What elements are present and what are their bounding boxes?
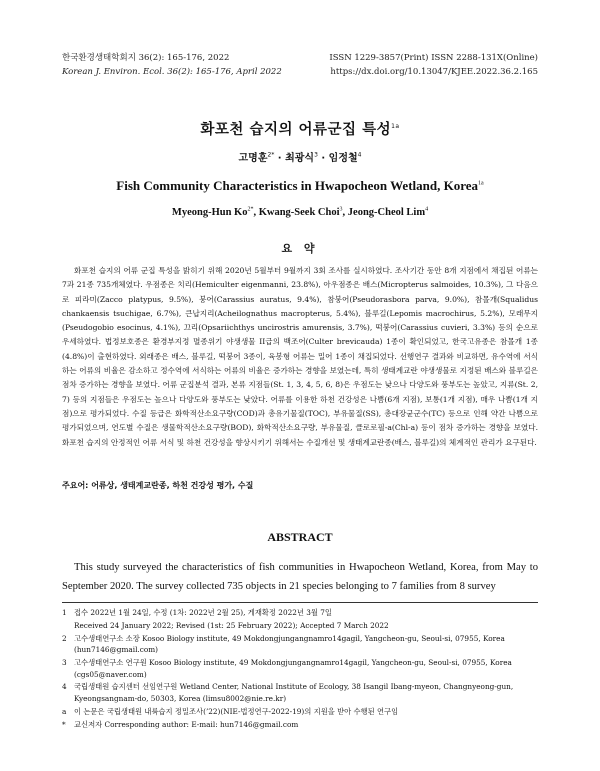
footnote-text: 이 논문은 국립생태원 내륙습지 정밀조사(’22)(NIE-법정연구-2022-19)의 지원을 받아 수행된 연구임 <box>74 706 399 716</box>
author-separator: · <box>317 153 329 164</box>
footnote-text: 접수 2022년 1월 24일, 수정 (1차: 2022년 2월 25), 게재확정 2022년 3월 7일 <box>74 608 332 617</box>
summary-heading: 요 약 <box>281 242 319 255</box>
author-ko-2-sup: 3 <box>314 151 318 159</box>
doi-link[interactable]: https://dx.doi.org/10.13047/KJEE.2022.36.2.165 <box>330 67 538 77</box>
footnote-mark: 2 <box>62 633 67 643</box>
abstract-korean: 화포천 습지의 어류 군집 특성을 밝히기 위해 2020년 5월부터 9월까지 3회 조사를 실시하였다. 조사기간 동안 8개 지점에서 채집된 어류는 7과 21종 735개체였다. 우점종은 치리(Hemiculter eigenmanni, 23.8%), 아우점종은 배스(Micropterus salmoides, 10.3%), 그 다음으로 피라미(Zacco platypus, 9.5%), 붕어(Carassius auratus, 9.4%), 참붕어(Pseudorasbora parva, 9.0%), 참몰개(Squalidus chankaensis tsuchigae, 6.7%), 큰납지리(Acheilognathus macropterus, 5.4%), 블루길(Lepomis macrochirus, 5.2%), 모래무지(Pseudogobio esocinus, 4.1%), 끄리(Opsariichthys uncirostris amurensis, 3.7%), 떡붕어(Carassius cuvieri, 3.3%) 등의 순으로 우세하였다. 법정보호종은 환경부지정 멸종위기 야생생물 II급의 백조어(Culter brevicauda) 1종이 확인되었고, 한국고유종은 참몰개 1종(4.8%)이 출현하였다. 외래종은 배스, 블루길, 떡붕어 3종이, 육봉형 어류는 밀어 1종이 채집되었다. 선행연구 결과와 비교하면, 유수역에 서식하는 어류의 비율은 감소하고 정수역에 서식하는 어류의 비율은 증가하는 경향을 보였는데, 특히 생태계교란 야생생물로 지정된 배스와 블루길은 점차 증가하는 경향을 보였다. 어류 군집분석 결과, 본류 지점들(St. 1, 3, 4, 5, 6, 8)은 우점도는 낮으나 다양도와 풍부도는 높았고, 지류(St. 2, 7) 등의 지점들은 우점도는 높으나 다양도와 풍부도는 낮았다. 어류를 이용한 하천 건강성은 나쁨(6개 지점), 보통(1개 지점), 매우 나쁨(1개 지점)으로 평가되었다. 수질 등급은 화학적산소요구량(COD)과 총유기물질(TOC), 부유물질(SS), 총대장균군수(TC) 등으로 인해 약간 나쁨으로 평가되었으며, 연도별 수질은 생물학적산소요구량(BOD), 화학적산소요구량, 부유물질, 클로로필-a(Chl-a) 등이 점차 증가하는 경향을 보였다. 화포천 습지의 안정적인 어류 서식 및 하천 건강성을 향상시키기 위해서는 수질개선 및 생태계교란종(배스, 블루길)의 체계적인 관리가 요구된다. <box>62 266 538 447</box>
author-en-2-sup: 3 <box>339 206 343 213</box>
footnote-mark: 4 <box>62 682 67 692</box>
author-separator-en: , <box>342 207 348 218</box>
footnotes <box>62 607 538 732</box>
footnote-mark: 1 <box>62 608 67 617</box>
footnote-divider <box>62 602 538 603</box>
abstract-english: This study surveyed the characteristics of fish communities in Hwapocheon Wetland, Korea, from May to September 2020. The survey collected 735 objects in 21 species belonging to 7 families from 8 survey <box>62 562 538 592</box>
title-en-sup: 1a <box>478 180 484 187</box>
authors-korean <box>40 149 560 164</box>
author-ko-3-sup: 4 <box>357 151 362 159</box>
journal-identifiers <box>329 51 538 79</box>
journal-en: Korean J. Environ. Ecol. 36(2): 165-176, April 2022 <box>62 67 282 77</box>
authors-english <box>40 207 560 218</box>
keywords <box>62 480 538 491</box>
journal-citation <box>62 51 282 79</box>
keywords-label: 주요어: <box>62 481 89 490</box>
author-en-3-sup: 4 <box>425 206 429 213</box>
footnote-text: 국립생태원 습지센터 선임연구원 Wetland Center, National Institute of Ecology, 38 Isangil Ibang-myeon, Changnyeong-gun, Kyeongsangnam-do, 50303, Korea (limsu8002@nie.re.kr) <box>74 682 514 703</box>
keywords-list: 어류상, 생태계교란종, 하천 건강성 평가, 수질 <box>91 481 254 490</box>
author-ko-2: 최광식 <box>285 153 315 164</box>
title-ko-sup: 1a <box>391 123 400 131</box>
footnote-mark: a <box>62 706 67 716</box>
footnote-mark: * <box>62 719 66 729</box>
title-english <box>40 178 560 194</box>
author-ko-1: 고명훈 <box>238 153 268 164</box>
author-en-2: Kwang-Seek Choi <box>258 207 340 218</box>
author-separator-en: , <box>253 207 259 218</box>
footnote-mark: 3 <box>62 658 67 668</box>
title-en-text: Fish Community Characteristics in Hwapocheon Wetland, Korea <box>116 178 479 193</box>
issn: ISSN 1229-3857(Print) ISSN 2288-131X(Online) <box>329 53 538 63</box>
journal-ko: 한국환경생태학회지 36(2): 165-176, 2022 <box>62 53 230 63</box>
footnote <box>62 719 538 730</box>
abstract-heading: ABSTRACT <box>267 530 333 544</box>
footnote-mark <box>62 620 74 631</box>
footnote <box>62 633 538 656</box>
footnote <box>62 657 538 680</box>
footnote-text: 고수생태연구소 소장 Kosoo Biology institute, 49 Mokdongjungangnamro14gagil, Yangcheon-gu, Seoul-si, 07955, Korea (hun7146@gmail.com) <box>74 633 505 655</box>
title-korean <box>40 118 560 139</box>
footnote-text: 교신저자 Corresponding author: E-mail: hun7146@gmail.com <box>74 719 299 729</box>
author-ko-3: 임정철 <box>328 153 358 164</box>
footnote <box>62 607 538 618</box>
author-en-3: Jeong-Cheol Lim <box>347 207 426 218</box>
author-en-1-sup: 2* <box>247 206 254 213</box>
author-en-1: Myeong-Hun Ko <box>171 207 248 218</box>
footnote <box>62 681 538 704</box>
footnote-text: Received 24 January 2022; Revised (1st: 25 February 2022); Accepted 7 March 2022 <box>74 620 389 630</box>
author-ko-1-sup: 2* <box>267 151 275 159</box>
footnote-text: 고수생태연구소 연구원 Kosoo Biology institute, 49 Mokdongjungangnamro14gagil, Yangcheon-gu, Seoul-si, 07955, Korea (cgs05@naver.com) <box>74 658 512 679</box>
footnote <box>62 706 538 717</box>
title-ko-text: 화포천 습지의 어류군집 특성 <box>200 122 392 138</box>
author-separator: · <box>274 153 286 164</box>
footnote <box>62 620 538 631</box>
